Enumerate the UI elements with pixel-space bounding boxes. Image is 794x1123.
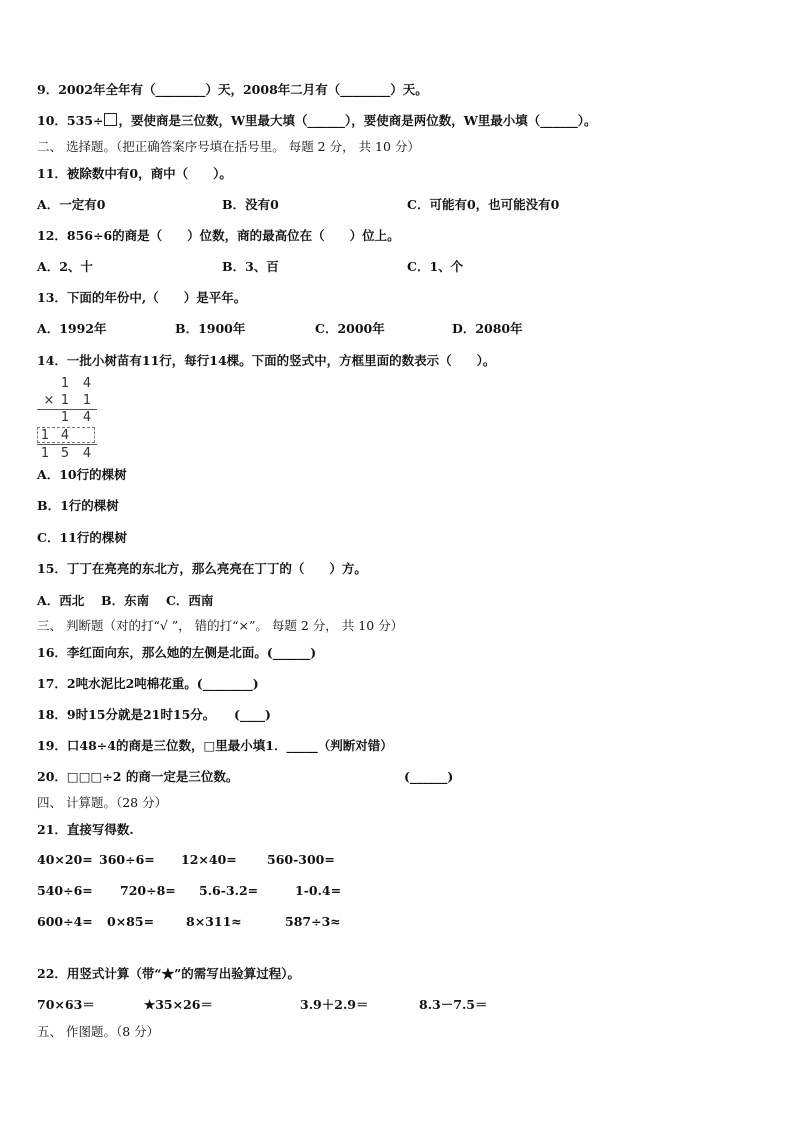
- question-11-option-a: A．一定有0: [37, 197, 106, 212]
- vertical-calc-item: 3.9＋2.9＝: [300, 997, 369, 1012]
- calc-item: 720÷8=: [120, 883, 176, 898]
- calc-item: 5.6-3.2=: [199, 883, 259, 898]
- question-19: 19．口48÷4的商是三位数，□里最小填1．_____（判断对错）: [37, 738, 393, 753]
- vertical-calc-item: ★35×26＝: [144, 997, 213, 1012]
- question-20-blank: (______): [404, 769, 454, 784]
- question-13-option-b: B．1900年: [175, 321, 246, 336]
- section-3-heading: 三、 判断题（对的打“√ ”， 错的打“×”。 每题 2 分， 共 10 分）: [37, 618, 404, 633]
- calc-item: 8×311≈: [186, 914, 242, 929]
- question-14-option-a: A．10行的棵树: [37, 467, 127, 482]
- figure-digit: 4: [60, 428, 70, 443]
- calc-item: 587÷3≈: [285, 914, 341, 929]
- figure-digit: 1: [60, 376, 70, 391]
- figure-digit: 4: [82, 446, 92, 461]
- calc-item: 560-300=: [267, 852, 335, 867]
- question-15-options: A．西北 B．东南 C．西南: [37, 593, 214, 608]
- question-16: 16．李红面向东，那么她的左侧是北面。(______): [37, 645, 317, 660]
- vertical-calc-item: 8.3－7.5＝: [419, 997, 488, 1012]
- question-12-option-c: C．1、个: [407, 259, 464, 274]
- question-13-option-d: D．2080年: [452, 321, 523, 336]
- question-14-option-b: B．1行的棵树: [37, 498, 119, 513]
- question-13-option-c: C．2000年: [315, 321, 385, 336]
- calc-item: 40×20=: [37, 852, 93, 867]
- question-14-stem: 14．一批小树苗有11行，每行14棵。下面的竖式中，方框里面的数表示（ ）。: [37, 353, 496, 368]
- question-9: 9．2002年全年有（________）天，2008年二月有（________）天。: [37, 82, 428, 97]
- question-21-stem: 21．直接写得数.: [37, 822, 134, 837]
- question-12-stem: 12．856÷6的商是（ ）位数，商的最高位在（ ）位上。: [37, 228, 400, 243]
- vertical-multiplication-figure: [37, 376, 99, 462]
- question-12-option-a: A．2、十: [37, 259, 93, 274]
- question-10: [37, 113, 597, 129]
- calc-item: 540÷6=: [37, 883, 93, 898]
- question-11-option-c: C．可能有0，也可能没有0: [407, 197, 560, 212]
- calc-item: 360÷6=: [99, 852, 155, 867]
- calc-item: 1-0.4=: [295, 883, 342, 898]
- question-13-stem: 13．下面的年份中,（ ）是平年。: [37, 290, 247, 305]
- figure-digit: 1: [40, 428, 50, 443]
- question-22-stem: 22．用竖式计算（带“★”的需写出验算过程）。: [37, 966, 301, 981]
- figure-digit: 1: [40, 446, 50, 461]
- question-14-option-c: C．11行的棵树: [37, 530, 127, 545]
- figure-digit: 5: [60, 446, 70, 461]
- figure-digit: 4: [82, 410, 92, 425]
- question-11-stem: 11．被除数中有0，商中（ ）。: [37, 166, 232, 181]
- figure-digit: 1: [82, 393, 92, 408]
- section-2-heading: 二、 选择题。（把正确答案序号填在括号里。 每题 2 分， 共 10 分）: [37, 139, 420, 154]
- multiply-sign: ×: [43, 393, 55, 408]
- question-17: 17．2吨水泥比2吨棉花重。(________): [37, 676, 259, 691]
- question-12-option-b: B．3、百: [222, 259, 279, 274]
- calc-item: 600÷4=: [37, 914, 93, 929]
- question-15-stem: 15．丁丁在亮亮的东北方，那么亮亮在丁丁的（ ）方。: [37, 561, 367, 576]
- figure-digit: 4: [82, 376, 92, 391]
- question-13-option-a: A．1992年: [37, 321, 107, 336]
- question-10-part2: ，要使商是三位数，W里最大填（______），要使商是两位数，W里最小填（______）。: [118, 113, 597, 128]
- figure-digit: 1: [60, 393, 70, 408]
- vertical-calc-item: 70×63＝: [37, 997, 95, 1012]
- calc-item: 0×85=: [107, 914, 155, 929]
- section-4-heading: 四、 计算题。（28 分）: [37, 795, 168, 810]
- question-18: 18．9时15分就是21时15分。 (____): [37, 707, 271, 722]
- section-5-heading: 五、 作图题。（8 分）: [37, 1024, 160, 1039]
- question-11-option-b: B．没有0: [222, 197, 279, 212]
- square-box-icon: [104, 113, 117, 126]
- figure-rule: [37, 444, 97, 445]
- calc-item: 12×40=: [181, 852, 237, 867]
- figure-digit: 1: [60, 410, 70, 425]
- question-20-stem: 20．□□□÷2 的商一定是三位数。: [37, 769, 239, 784]
- question-10-part1: 10．535÷: [37, 113, 104, 128]
